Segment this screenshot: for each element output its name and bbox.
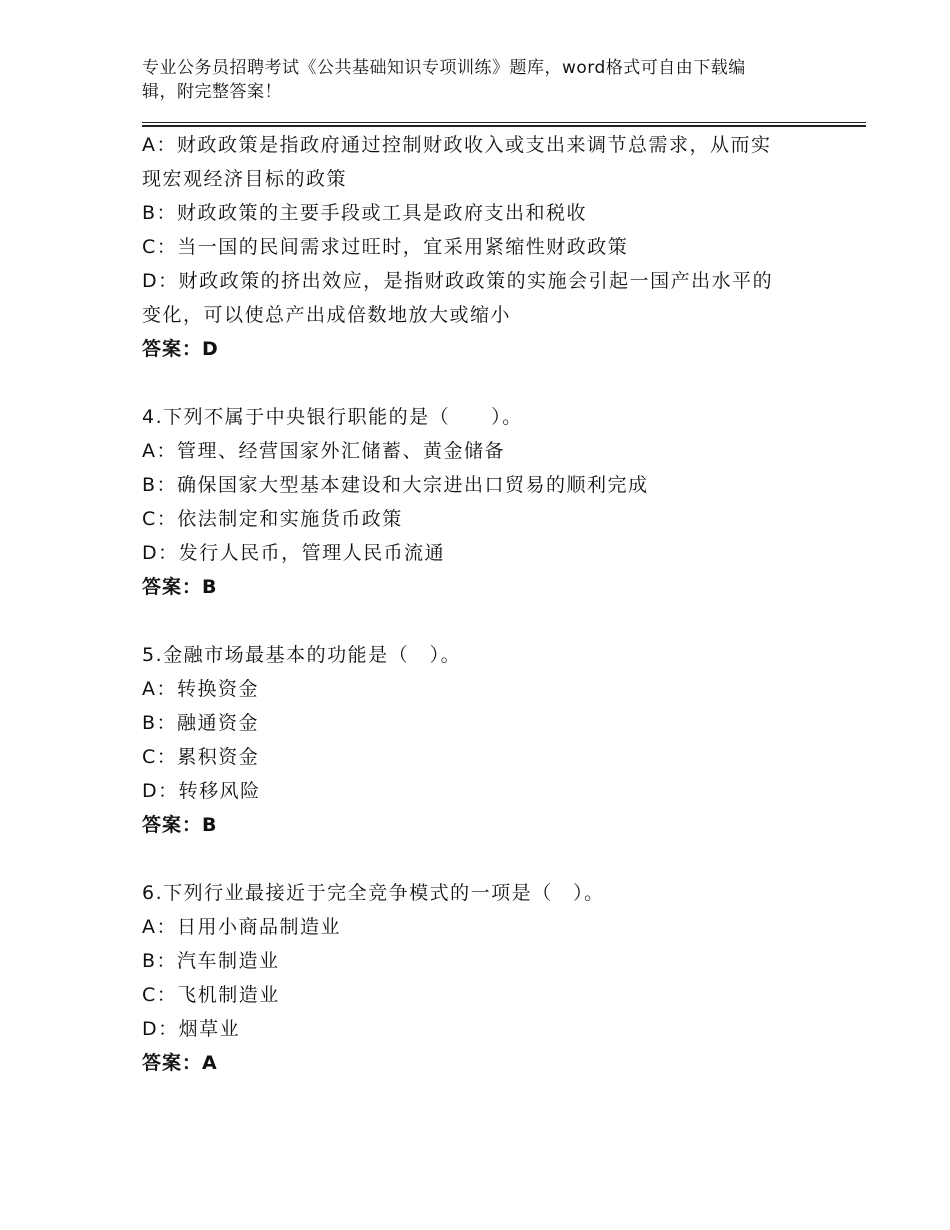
header-rule-thin: [142, 122, 866, 123]
q5-option-a: A：转换资金: [142, 678, 259, 700]
q3-option-d-line-1: D：财政政策的挤出效应，是指财政政策的实施会引起一国产出水平的: [142, 270, 774, 292]
header-line-1: 专业公务员招聘考试《公共基础知识专项训练》题库，word格式可自由下载编: [142, 58, 746, 78]
q5-option-d: D：转移风险: [142, 780, 261, 802]
q5-option-b: B：融通资金: [142, 712, 260, 734]
page-header: [142, 56, 802, 104]
q5-question: 5.金融市场最基本的功能是（ ）。: [142, 644, 462, 666]
q5-option-c: C：累积资金: [142, 746, 260, 768]
q4-option-c: C：依法制定和实施货币政策: [142, 508, 403, 530]
question-3-block: [142, 128, 842, 366]
q6-option-c: C：飞机制造业: [142, 984, 280, 1006]
spacer: [142, 842, 842, 876]
q4-option-a: A：管理、经营国家外汇储蓄、黄金储备: [142, 440, 505, 462]
q6-option-a: A：日用小商品制造业: [142, 916, 341, 938]
q6-option-b: B：汽车制造业: [142, 950, 280, 972]
question-5-block: [142, 638, 842, 842]
q5-answer: 答案：B: [142, 814, 218, 836]
q3-option-a-line-1: A：财政政策是指政府通过控制财政收入或支出来调节总需求，从而实: [142, 134, 772, 156]
q6-question: 6.下列行业最接近于完全竞争模式的一项是（ ）。: [142, 882, 605, 904]
q4-option-d: D：发行人民币，管理人民币流通: [142, 542, 446, 564]
q4-answer: 答案：B: [142, 576, 218, 598]
spacer: [142, 366, 842, 400]
q3-option-d-line-2: 变化，可以使总产出成倍数地放大或缩小: [142, 304, 512, 326]
q4-question: 4.下列不属于中央银行职能的是（ ）。: [142, 406, 523, 428]
question-6-block: [142, 876, 842, 1080]
q6-option-d: D：烟草业: [142, 1018, 241, 1040]
question-4-block: [142, 400, 842, 604]
header-line-2: 辑，附完整答案！: [142, 82, 282, 102]
q4-option-b: B：确保国家大型基本建设和大宗进出口贸易的顺利完成: [142, 474, 649, 496]
spacer: [142, 604, 842, 638]
header-rule-thick: [142, 125, 866, 127]
q6-answer: 答案：A: [142, 1052, 218, 1074]
q3-option-c: C：当一国的民间需求过旺时，宜采用紧缩性财政政策: [142, 236, 629, 258]
question-content: [142, 128, 842, 1080]
q3-option-b: B：财政政策的主要手段或工具是政府支出和税收: [142, 202, 588, 224]
q3-answer: 答案：D: [142, 338, 219, 360]
q3-option-a-line-2: 现宏观经济目标的政策: [142, 168, 348, 190]
